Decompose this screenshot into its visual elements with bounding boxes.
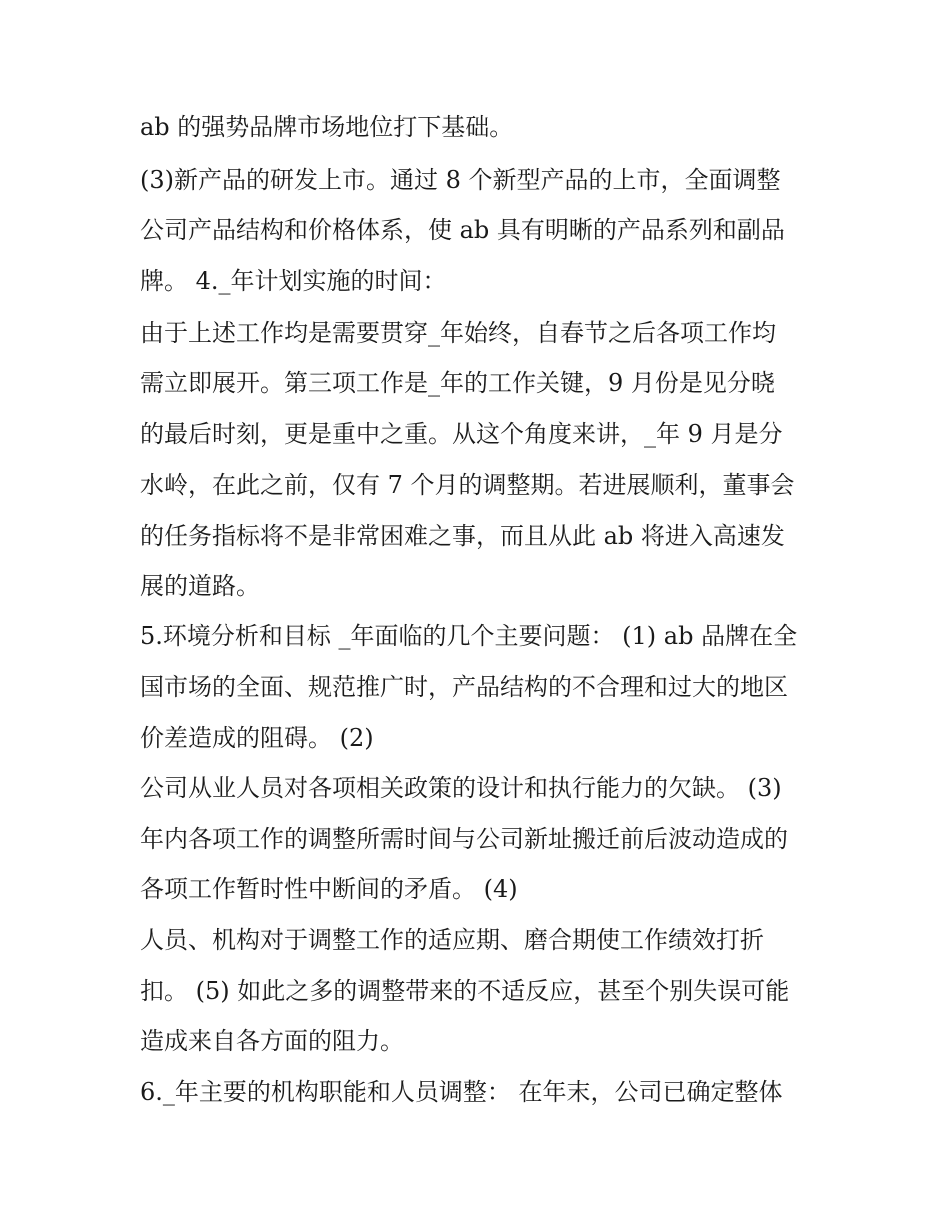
text-line: 公司产品结构和价格体系，使 ab 具有明晰的产品系列和副品 bbox=[140, 216, 785, 244]
text-line: 由于上述工作均是需要贯穿_年始终，自春节之后各项工作均 bbox=[140, 319, 776, 347]
text-line: 年内各项工作的调整所需时间与公司新址搬迁前后波动造成的 bbox=[140, 825, 788, 853]
text-line: 5.环境分析和目标 _年面临的几个主要问题： (1) ab 品牌在全 bbox=[140, 622, 798, 650]
text-line: 公司从业人员对各项相关政策的设计和执行能力的欠缺。 (3) bbox=[140, 774, 782, 802]
text-line: 各项工作暂时性中断间的矛盾。 (4) bbox=[140, 875, 518, 903]
text-line: 扣。 (5) 如此之多的调整带来的不适反应，甚至个别失误可能 bbox=[140, 977, 790, 1005]
text-line: 展的道路。 bbox=[140, 572, 260, 600]
text-line: 需立即展开。第三项工作是_年的工作关键，9 月份是见分晓 bbox=[140, 369, 775, 397]
text-line: 的任务指标将不是非常困难之事，而且从此 ab 将进入高速发 bbox=[140, 522, 785, 550]
text-line: 牌。 4._年计划实施的时间： bbox=[140, 267, 447, 295]
text-line: (3)新产品的研发上市。通过 8 个新型产品的上市，全面调整 bbox=[140, 166, 781, 194]
text-line: 造成来自各方面的阻力。 bbox=[140, 1027, 404, 1055]
text-line: 水岭，在此之前，仅有 7 个月的调整期。若进展顺利，董事会 bbox=[140, 471, 795, 499]
text-line: 的最后时刻，更是重中之重。从这个角度来讲，_年 9 月是分 bbox=[140, 420, 783, 448]
text-line: 6._年主要的机构职能和人员调整： 在年末，公司已确定整体 bbox=[140, 1078, 783, 1106]
text-line: 人员、机构对于调整工作的适应期、磨合期使工作绩效打折 bbox=[140, 926, 764, 954]
text-line: ab 的强势品牌市场地位打下基础。 bbox=[140, 113, 514, 141]
text-line: 国市场的全面、规范推广时，产品结构的不合理和过大的地区 bbox=[140, 673, 788, 701]
text-line: 价差造成的阻碍。 (2) bbox=[140, 724, 374, 752]
